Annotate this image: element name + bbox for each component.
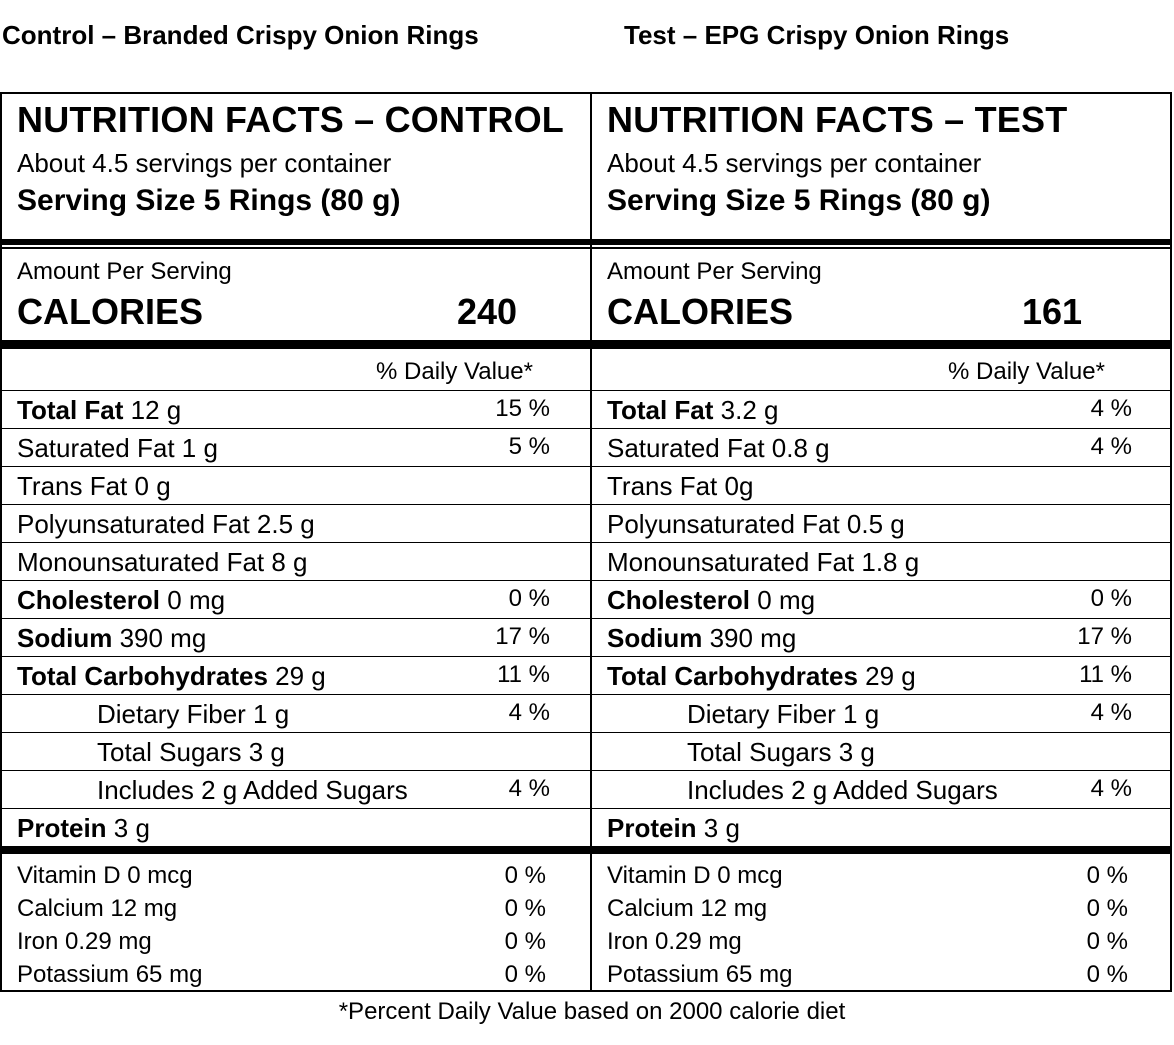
nutrient-amount: Saturated Fat 1 g: [17, 433, 218, 463]
nutrient-name: Total Fat: [607, 395, 714, 425]
calories-label: CALORIES: [17, 291, 204, 332]
vitamin-row: [2, 959, 590, 993]
nutrient-amount: Monounsaturated Fat 1.8 g: [607, 547, 920, 577]
nutrient-row: [592, 466, 1170, 505]
nutrient-row: [2, 770, 590, 809]
calories-label: CALORIES: [607, 291, 794, 332]
panel-title: NUTRITION FACTS – TEST: [607, 99, 1068, 140]
daily-value-percent: 4 %: [508, 775, 550, 802]
nutrient-name: Total Carbohydrates: [607, 661, 858, 691]
nutrient-amount: 29 g: [267, 661, 326, 691]
daily-value-percent: 0 %: [508, 585, 550, 612]
nutrient-label: [17, 661, 326, 692]
daily-value-percent: 17 %: [495, 623, 550, 650]
nutrient-amount: Polyunsaturated Fat 0.5 g: [607, 509, 905, 539]
amount-per-serving: Amount Per Serving: [607, 258, 822, 285]
daily-value-header: % Daily Value*: [948, 358, 1105, 385]
nutrient-label: [17, 471, 171, 502]
nutrient-label: [97, 737, 285, 768]
nutrient-label: [687, 775, 998, 806]
vitamin-row: [592, 926, 1170, 960]
nutrient-row: [592, 428, 1170, 467]
vitamin-percent: 0 %: [1086, 928, 1128, 955]
nutrient-amount: 0 mg: [160, 585, 226, 615]
nutrient-amount: Monounsaturated Fat 8 g: [17, 547, 308, 577]
nutrient-name: Total Fat: [17, 395, 124, 425]
nutrient-row: [2, 390, 590, 429]
daily-value-percent: 4 %: [1090, 433, 1132, 460]
nutrient-amount: Includes 2 g Added Sugars: [687, 775, 998, 805]
nutrition-panel-test: [592, 92, 1172, 992]
vitamin-percent: 0 %: [504, 961, 546, 988]
vitamin-row: [592, 860, 1170, 894]
vitamin-row: [2, 860, 590, 894]
nutrient-row: [2, 732, 590, 771]
vitamin-label: Vitamin D 0 mcg: [607, 862, 783, 889]
daily-value-percent: 5 %: [508, 433, 550, 460]
nutrient-row: [2, 694, 590, 733]
vitamin-percent: 0 %: [504, 895, 546, 922]
nutrient-amount: Trans Fat 0 g: [17, 471, 171, 501]
vitamin-label: Iron 0.29 mg: [607, 928, 742, 955]
nutrient-row: [592, 580, 1170, 619]
nutrient-row: [592, 770, 1170, 809]
nutrient-amount: 12 g: [123, 395, 182, 425]
nutrient-row: [592, 808, 1170, 847]
nutrient-amount: Saturated Fat 0.8 g: [607, 433, 830, 463]
nutrient-row: [592, 390, 1170, 429]
nutrient-amount: 390 mg: [702, 623, 797, 653]
divider: [592, 340, 1170, 349]
nutrient-amount: 3 g: [106, 813, 150, 843]
divider: [2, 239, 590, 249]
control-heading: Control – Branded Crispy Onion Rings: [2, 20, 479, 50]
nutrient-name: Protein: [17, 813, 107, 843]
servings-per-container: About 4.5 servings per container: [17, 148, 392, 178]
daily-value-percent: 15 %: [495, 395, 550, 422]
nutrient-label: [607, 433, 830, 464]
nutrient-label: [97, 699, 289, 730]
daily-value-percent: 0 %: [1090, 585, 1132, 612]
vitamin-percent: 0 %: [1086, 862, 1128, 889]
vitamin-row: [592, 893, 1170, 927]
nutrient-label: [687, 699, 879, 730]
nutrient-amount: 3.2 g: [713, 395, 779, 425]
nutrient-name: Total Carbohydrates: [17, 661, 268, 691]
vitamin-label: Calcium 12 mg: [17, 895, 178, 922]
nutrient-row: [2, 618, 590, 657]
nutrient-amount: Dietary Fiber 1 g: [97, 699, 290, 729]
nutrient-row: [2, 580, 590, 619]
vitamin-label: Potassium 65 mg: [17, 961, 203, 988]
nutrient-amount: Includes 2 g Added Sugars: [97, 775, 408, 805]
nutrient-row: [2, 428, 590, 467]
nutrient-amount: 0 mg: [750, 585, 816, 615]
nutrient-row: [592, 732, 1170, 771]
vitamin-label: Potassium 65 mg: [607, 961, 793, 988]
nutrient-row: [592, 542, 1170, 581]
panel-title: NUTRITION FACTS – CONTROL: [17, 99, 564, 140]
nutrient-label: [687, 737, 875, 768]
nutrient-label: [607, 623, 796, 654]
nutrient-row: [592, 694, 1170, 733]
vitamin-percent: 0 %: [1086, 961, 1128, 988]
nutrient-amount: Dietary Fiber 1 g: [687, 699, 880, 729]
vitamin-percent: 0 %: [504, 862, 546, 889]
nutrient-row: [2, 466, 590, 505]
calories-value: 240: [457, 291, 518, 332]
daily-value-header: % Daily Value*: [376, 358, 533, 385]
nutrient-label: [17, 395, 181, 426]
serving-size: Serving Size 5 Rings (80 g): [17, 184, 401, 217]
nutrient-amount: Trans Fat 0g: [607, 471, 754, 501]
nutrient-row: [592, 656, 1170, 695]
divider: [2, 340, 590, 349]
nutrient-label: [607, 509, 905, 540]
nutrient-name: Cholesterol: [607, 585, 751, 615]
nutrient-amount: 3 g: [696, 813, 740, 843]
divider: [2, 846, 590, 854]
nutrient-row: [2, 504, 590, 543]
nutrient-row: [2, 808, 590, 847]
nutrient-label: [17, 813, 150, 844]
daily-value-percent: 4 %: [508, 699, 550, 726]
nutrient-label: [17, 433, 218, 464]
daily-value-percent: 4 %: [1090, 395, 1132, 422]
daily-value-percent: 17 %: [1077, 623, 1132, 650]
divider: [592, 846, 1170, 854]
vitamin-label: Vitamin D 0 mcg: [17, 862, 193, 889]
daily-value-percent: 4 %: [1090, 775, 1132, 802]
vitamin-row: [592, 959, 1170, 993]
footnote: *Percent Daily Value based on 2000 calorie diet: [338, 998, 846, 1025]
nutrient-label: [97, 775, 408, 806]
nutrient-row: [2, 656, 590, 695]
vitamin-row: [2, 926, 590, 960]
servings-per-container: About 4.5 servings per container: [607, 148, 982, 178]
vitamin-percent: 0 %: [1086, 895, 1128, 922]
nutrient-name: Sodium: [17, 623, 113, 653]
amount-per-serving: Amount Per Serving: [17, 258, 232, 285]
nutrient-name: Sodium: [607, 623, 703, 653]
nutrition-panel-control: [0, 92, 592, 992]
nutrient-label: [17, 623, 206, 654]
test-heading: Test – EPG Crispy Onion Rings: [624, 20, 1010, 50]
nutrient-amount: 390 mg: [112, 623, 207, 653]
nutrient-label: [607, 547, 919, 578]
nutrient-label: [607, 395, 778, 426]
nutrient-name: Cholesterol: [17, 585, 161, 615]
vitamin-percent: 0 %: [504, 928, 546, 955]
nutrient-label: [17, 509, 315, 540]
divider: [592, 239, 1170, 249]
nutrient-row: [2, 542, 590, 581]
nutrient-amount: Total Sugars 3 g: [97, 737, 285, 767]
daily-value-percent: 11 %: [497, 661, 550, 688]
daily-value-percent: 4 %: [1090, 699, 1132, 726]
nutrient-row: [592, 618, 1170, 657]
nutrient-label: [17, 547, 308, 578]
vitamin-label: Calcium 12 mg: [607, 895, 768, 922]
nutrient-label: [607, 471, 753, 502]
nutrient-label: [607, 585, 815, 616]
nutrient-amount: Total Sugars 3 g: [687, 737, 875, 767]
nutrient-amount: 29 g: [857, 661, 916, 691]
nutrient-amount: Polyunsaturated Fat 2.5 g: [17, 509, 315, 539]
nutrient-label: [607, 661, 916, 692]
nutrient-label: [607, 813, 740, 844]
calories-value: 161: [1022, 291, 1083, 332]
nutrient-label: [17, 585, 225, 616]
serving-size: Serving Size 5 Rings (80 g): [607, 184, 991, 217]
nutrient-name: Protein: [607, 813, 697, 843]
daily-value-percent: 11 %: [1079, 661, 1132, 688]
vitamin-label: Iron 0.29 mg: [17, 928, 152, 955]
nutrient-row: [592, 504, 1170, 543]
vitamin-row: [2, 893, 590, 927]
